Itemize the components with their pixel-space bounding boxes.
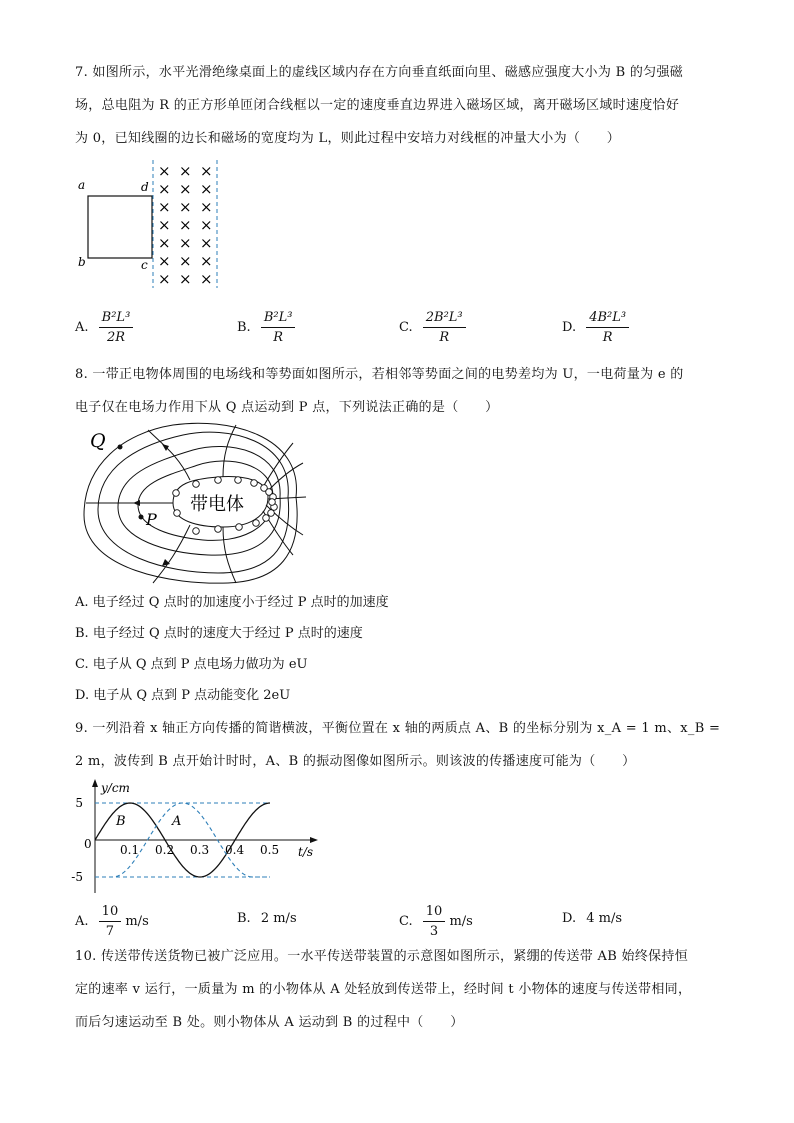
q9-option-a[interactable]: A. $\frac{10}{7}$ m/s bbox=[75, 904, 149, 939]
corner-c: c bbox=[141, 258, 148, 272]
field-mark-6-0: × bbox=[158, 270, 171, 288]
field-mark-2-2: × bbox=[200, 198, 213, 216]
field-mark-2-1: × bbox=[179, 198, 192, 216]
corner-b: b bbox=[78, 255, 86, 269]
corner-a: a bbox=[78, 178, 86, 192]
x-tick-label-1: 0.2 bbox=[155, 843, 175, 857]
field-line-upper-left bbox=[148, 430, 190, 480]
q8-option-a[interactable]: A. 电子经过 Q 点时的加速度小于经过 P 点时的加速度 bbox=[75, 595, 389, 610]
question-8-stem bbox=[75, 358, 720, 424]
field-mark-5-0: × bbox=[158, 252, 171, 270]
field-mark-1-2: × bbox=[200, 180, 213, 198]
y-axis-arrow bbox=[92, 779, 98, 787]
q9-option-a-fraction: $\frac{10}{7}$ bbox=[99, 904, 122, 939]
q7-figure-coil-and-field bbox=[74, 158, 234, 293]
charge-dot-7 bbox=[236, 524, 243, 531]
field-mark-0-1: × bbox=[179, 162, 192, 180]
corner-d: d bbox=[141, 180, 149, 194]
q10-line-2: 定的速率 v 运行，一质量为 m 的小物体从 A 处轻放到传送带上，经时间 t 小物体的速度与传送带相同， bbox=[75, 982, 692, 997]
y-tick-label-1: -5 bbox=[71, 870, 83, 884]
field-mark-3-2: × bbox=[200, 216, 213, 234]
square-coil bbox=[88, 196, 152, 258]
field-arrow-upper-left bbox=[162, 444, 169, 451]
q7-option-d[interactable]: D. $\frac{\text{4B²L³}}{R}$ bbox=[562, 310, 629, 345]
q7-line-1: 7. 如图所示，水平光滑绝缘桌面上的虚线区域内存在方向垂直纸面向里、磁感应强度大小为 B 的匀强磁 bbox=[75, 65, 684, 80]
q9-option-b-text: 2 m/s bbox=[260, 911, 297, 926]
q8-option-d[interactable]: D. 电子从 Q 点到 P 点动能变化 2eU bbox=[75, 688, 291, 703]
charged-body-label: 带电体 bbox=[190, 494, 244, 515]
y-tick-label-0: 5 bbox=[75, 796, 83, 810]
x-tick-label-0: 0.1 bbox=[120, 843, 140, 857]
charge-dot-9 bbox=[253, 520, 260, 527]
q8-figure-electric-field bbox=[78, 425, 308, 585]
q8-option-b[interactable]: B. 电子经过 Q 点时的速度大于经过 P 点时的速度 bbox=[75, 626, 363, 641]
field-mark-5-2: × bbox=[200, 252, 213, 270]
question-10-stem bbox=[75, 940, 720, 1039]
field-arrow-left bbox=[133, 500, 140, 506]
q7-option-b[interactable]: B. $\frac{\text{B²L³}}{R}$ bbox=[237, 310, 295, 345]
q7-option-c[interactable]: C. $\frac{\text{2B²L³}}{R}$ bbox=[399, 310, 466, 345]
t-axis-arrow bbox=[310, 837, 318, 843]
field-mark-3-0: × bbox=[158, 216, 171, 234]
q7-line-2: 场，总电阻为 R 的正方形单匝闭合线框以一定的速度垂直边界进入磁场区域，离开磁场区域时速度恰好 bbox=[75, 98, 680, 113]
charge-dot-11 bbox=[263, 515, 270, 522]
charge-dot-1 bbox=[174, 510, 181, 517]
field-mark-3-1: × bbox=[179, 216, 192, 234]
q7-option-b-fraction: $\frac{\text{B²L³}}{R}$ bbox=[261, 310, 296, 345]
q9-option-c[interactable]: C. $\frac{10}{3}$ m/s bbox=[399, 904, 473, 939]
q9-line-2: 2 m，波传到 B 点开始计时时，A、B 的振动图像如图所示。则该波的传播速度可能为（ ） bbox=[75, 754, 636, 769]
field-mark-4-0: × bbox=[158, 234, 171, 252]
series-label-B: B bbox=[116, 813, 126, 829]
magnetic-field-marks bbox=[158, 162, 213, 288]
charge-dot-2 bbox=[193, 481, 200, 488]
charge-dot-6 bbox=[235, 477, 242, 484]
charge-dot-5 bbox=[215, 526, 222, 533]
field-mark-2-0: × bbox=[158, 198, 171, 216]
q8-line-1: 8. 一带正电物体周围的电场线和等势面如图所示，若相邻等势面之间的电势差均为 U，一电荷量为 e 的 bbox=[75, 367, 684, 382]
field-mark-0-2: × bbox=[200, 162, 213, 180]
label-P: P bbox=[146, 510, 157, 529]
q10-line-1: 10. 传送带传送货物已被广泛应用。一水平传送带装置的示意图如图所示，紧绷的传送带 AB 始终保持恒 bbox=[75, 949, 689, 964]
q9-option-c-unit: m/s bbox=[449, 914, 473, 929]
field-mark-1-0: × bbox=[158, 180, 171, 198]
q9-option-d-text: 4 m/s bbox=[586, 911, 623, 926]
t-axis-label: t/s bbox=[298, 845, 314, 859]
field-mark-5-1: × bbox=[179, 252, 192, 270]
charge-dot-13 bbox=[268, 510, 275, 517]
label-Q: Q bbox=[90, 430, 106, 452]
q9-option-d[interactable]: D. 4 m/s bbox=[562, 911, 623, 926]
field-line-lower-left bbox=[153, 525, 190, 583]
question-9-stem bbox=[75, 712, 720, 778]
q7-option-a[interactable]: A. $\frac{\text{B²L³}}{2R}$ bbox=[75, 310, 133, 345]
field-mark-0-0: × bbox=[158, 162, 171, 180]
q9-vibration-graph bbox=[71, 778, 328, 896]
y-axis-label: y/cm bbox=[101, 781, 130, 795]
q9-option-a-unit: m/s bbox=[125, 914, 149, 929]
charge-dot-16 bbox=[269, 499, 276, 506]
question-7-stem bbox=[75, 56, 720, 155]
field-mark-4-1: × bbox=[179, 234, 192, 252]
q7-option-c-fraction: $\frac{\text{2B²L³}}{R}$ bbox=[423, 310, 466, 345]
field-mark-4-2: × bbox=[200, 234, 213, 252]
q9-option-b[interactable]: B. 2 m/s bbox=[237, 911, 297, 926]
charge-dot-0 bbox=[173, 490, 180, 497]
q7-option-d-fraction: $\frac{\text{4B²L³}}{R}$ bbox=[586, 310, 629, 345]
x-tick-label-3: 0.4 bbox=[225, 843, 245, 857]
point-P-dot bbox=[139, 515, 144, 520]
charge-dot-3 bbox=[193, 528, 200, 535]
charge-dot-4 bbox=[215, 477, 222, 484]
field-mark-6-2: × bbox=[200, 270, 213, 288]
q8-option-c[interactable]: C. 电子从 Q 点到 P 点电场力做功为 eU bbox=[75, 657, 308, 672]
q9-line-1: 9. 一列沿着 x 轴正方向传播的简谐横波，平衡位置在 x 轴的两质点 A、B 的坐标分别为 x_A = 1 m、x_B = bbox=[75, 721, 721, 736]
charge-dot-8 bbox=[251, 480, 258, 487]
series-label-A: A bbox=[172, 813, 182, 829]
q7-option-a-fraction: $\frac{\text{B²L³}}{2R}$ bbox=[99, 310, 134, 345]
origin-label: 0 bbox=[84, 837, 92, 851]
x-tick-label-2: 0.3 bbox=[190, 843, 210, 857]
q10-line-3: 而后匀速运动至 B 处。则小物体从 A 运动到 B 的过程中（ ） bbox=[75, 1015, 464, 1030]
field-mark-6-1: × bbox=[179, 270, 192, 288]
q7-line-3: 为 0，已知线圈的边长和磁场的宽度均为 L，则此过程中安培力对线框的冲量大小为（ ） bbox=[75, 131, 621, 146]
point-Q-dot bbox=[118, 445, 123, 450]
x-tick-label-4: 0.5 bbox=[260, 843, 280, 857]
q8-line-2: 电子仅在电场力作用下从 Q 点运动到 P 点，下列说法正确的是（ ） bbox=[75, 400, 499, 415]
field-mark-1-1: × bbox=[179, 180, 192, 198]
q9-option-c-fraction: $\frac{10}{3}$ bbox=[423, 904, 446, 939]
